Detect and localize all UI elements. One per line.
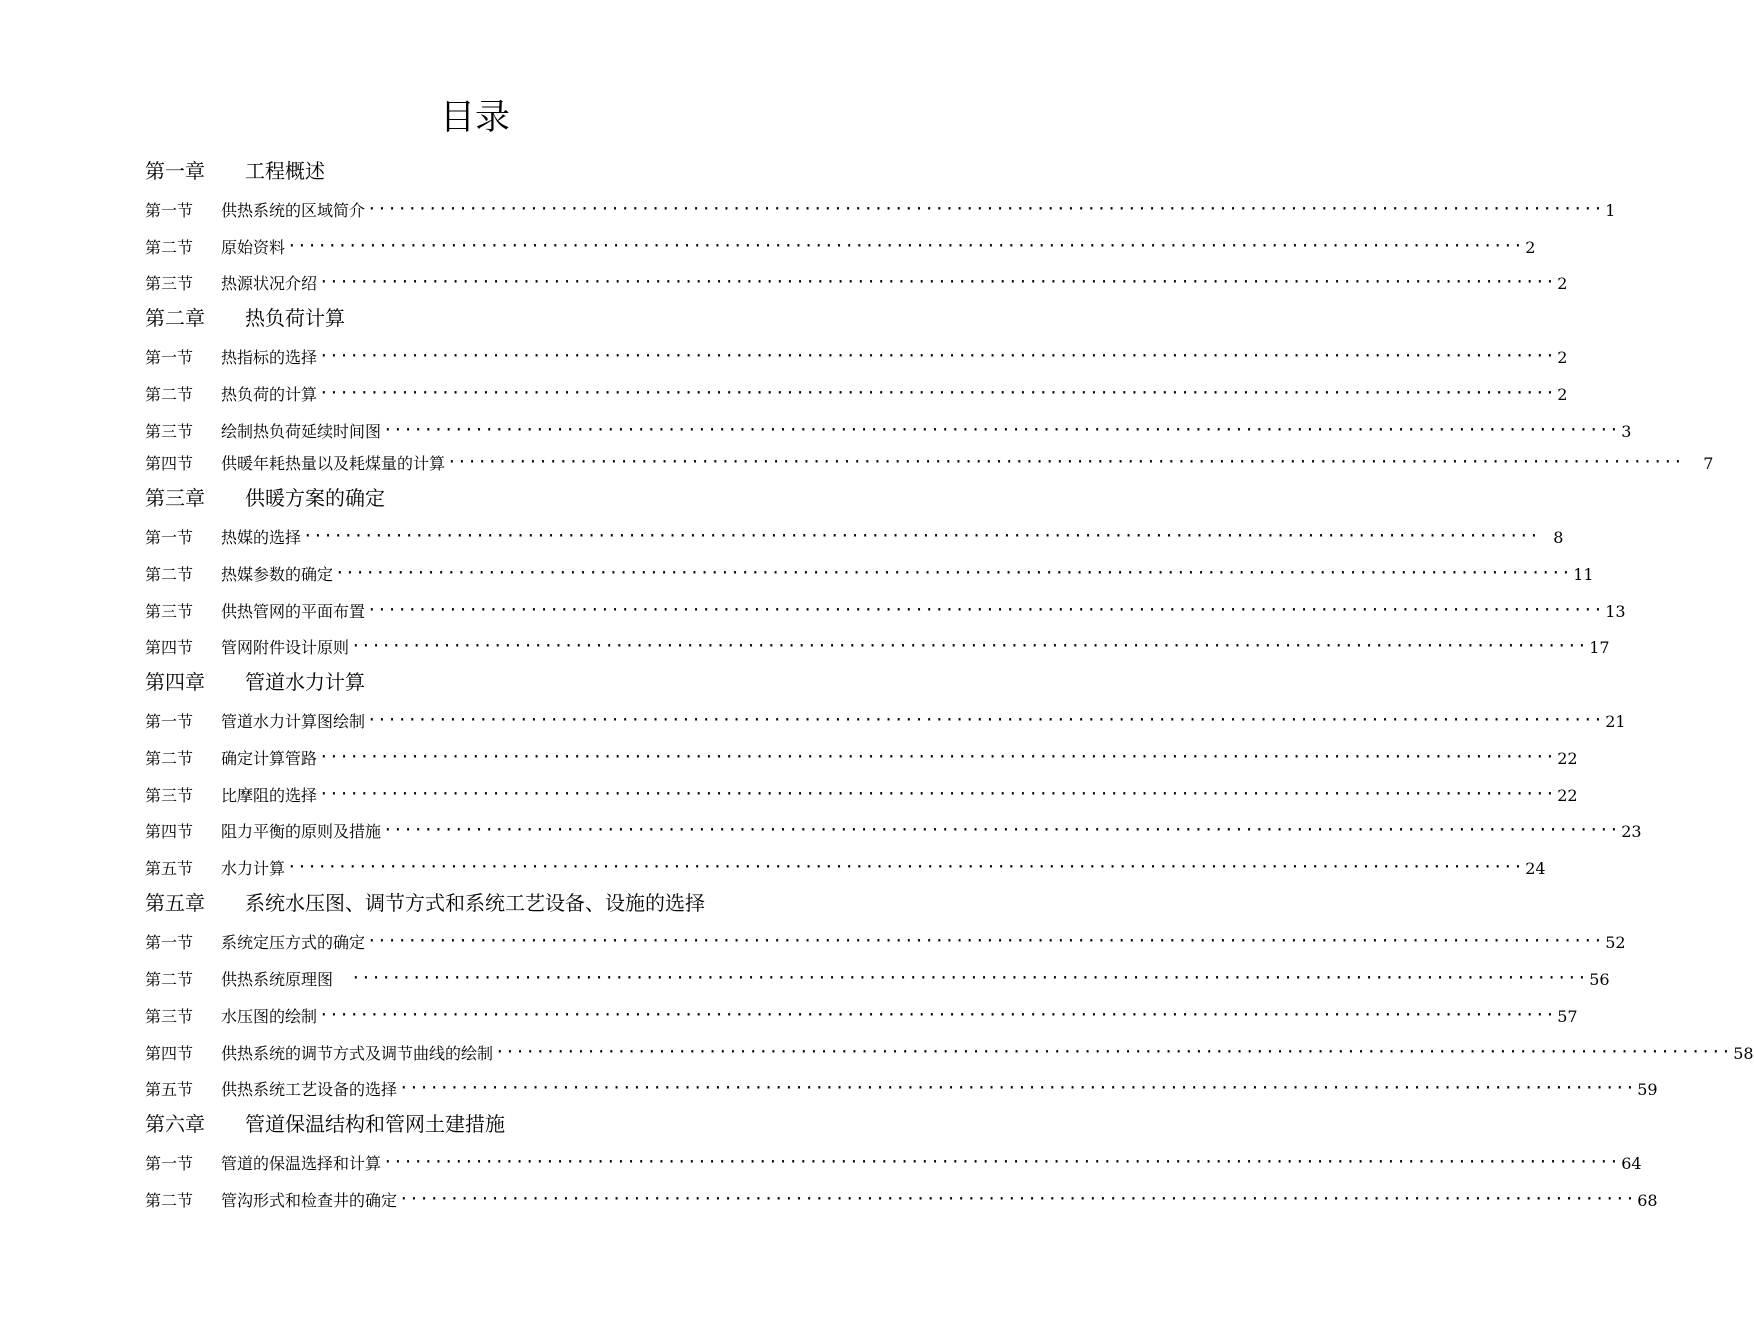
toc-entry[interactable]: [145, 1078, 1658, 1102]
chapter-heading: [145, 668, 770, 696]
page-number: 1: [1605, 201, 1616, 220]
section-number: 第三节: [145, 786, 194, 805]
leader-dots: ··························································································································: [495, 1042, 1732, 1061]
section-title: 热源状况介绍: [221, 274, 318, 293]
section-number: 第三节: [145, 1007, 194, 1026]
page-number: 22: [1557, 749, 1578, 768]
section-number: 第二节: [145, 749, 194, 768]
toc-entry[interactable]: [145, 346, 1568, 370]
leader-dots: ··························································································································: [367, 199, 1604, 218]
chapter-heading: [145, 304, 770, 332]
toc-entry[interactable]: [145, 747, 1578, 771]
section-number: 第四节: [145, 1044, 194, 1063]
section-title: 供热系统原理图: [221, 970, 334, 989]
page-number: 24: [1525, 859, 1546, 878]
toc-entry[interactable]: [145, 526, 1564, 550]
chapter-heading: [145, 157, 770, 185]
leader-dots: ··························································································································: [303, 526, 1540, 545]
page-number: 17: [1589, 638, 1610, 657]
leader-dots: ··························································································································: [367, 931, 1604, 950]
toc-entry[interactable]: [145, 636, 1610, 660]
section-number: 第二节: [145, 238, 194, 257]
toc-entry[interactable]: [145, 383, 1568, 407]
section-number: 第三节: [145, 274, 194, 293]
section-number: 第五节: [145, 1080, 194, 1099]
section-title: 热指标的选择: [221, 348, 318, 367]
leader-dots: ··························································································································: [287, 236, 1524, 255]
chapter-heading: [145, 484, 770, 512]
section-title: 比摩阻的选择: [221, 786, 318, 805]
page-number: 8: [1553, 528, 1564, 547]
section-title: 系统定压方式的确定: [221, 933, 366, 952]
chapter-number: 第一章: [145, 159, 205, 183]
page-number: 11: [1573, 565, 1594, 584]
toc-entry[interactable]: [145, 272, 1568, 296]
chapter-title: 热负荷计算: [245, 306, 345, 330]
section-number: 第二节: [145, 970, 194, 989]
leader-dots: ··························································································································: [287, 857, 1524, 876]
chapter-number: 第五章: [145, 891, 205, 915]
section-title: 热媒参数的确定: [221, 565, 334, 584]
section-title: 管沟形式和检查井的确定: [221, 1191, 398, 1210]
section-number: 第二节: [145, 385, 194, 404]
page-number: 22: [1557, 786, 1578, 805]
leader-dots: ··························································································································: [319, 1005, 1556, 1024]
section-number: 第四节: [145, 822, 194, 841]
toc-entry[interactable]: [145, 820, 1642, 844]
page-number: 57: [1557, 1007, 1578, 1026]
leader-dots: ··························································································································: [351, 968, 1588, 987]
section-number: 第一节: [145, 1154, 194, 1173]
chapter-title: 管道水力计算: [245, 670, 365, 694]
chapter-title: 工程概述: [245, 159, 325, 183]
leader-dots: ··························································································································: [319, 272, 1556, 291]
leader-dots: ··························································································································: [335, 563, 1572, 582]
toc-entry[interactable]: [145, 600, 1626, 624]
toc-entry[interactable]: [145, 857, 1546, 881]
section-title: 供热系统的调节方式及调节曲线的绘制: [221, 1044, 494, 1063]
leader-dots: ··························································································································: [399, 1189, 1636, 1208]
chapter-title: 供暖方案的确定: [245, 486, 385, 510]
section-number: 第一节: [145, 933, 194, 952]
page-number: 13: [1605, 602, 1626, 621]
section-number: 第四节: [145, 638, 194, 657]
leader-dots: ··························································································································: [399, 1078, 1636, 1097]
page-number: 2: [1557, 385, 1568, 404]
section-title: 供热系统的区域简介: [221, 201, 366, 220]
toc-entry[interactable]: [145, 199, 1616, 223]
page-number: 58: [1733, 1044, 1754, 1063]
page-number: 52: [1605, 933, 1626, 952]
page-number: 2: [1557, 348, 1568, 367]
leader-dots: ··························································································································: [319, 346, 1556, 365]
section-title: 热媒的选择: [221, 528, 302, 547]
section-number: 第一节: [145, 201, 194, 220]
toc-entry[interactable]: [145, 452, 1714, 476]
page-number: 64: [1621, 1154, 1642, 1173]
section-number: 第一节: [145, 348, 194, 367]
section-number: 第四节: [145, 454, 194, 473]
section-number: 第一节: [145, 712, 194, 731]
leader-dots: ··························································································································: [447, 452, 1684, 471]
section-number: 第二节: [145, 1191, 194, 1210]
leader-dots: ··························································································································: [319, 747, 1556, 766]
page-number: 23: [1621, 822, 1642, 841]
toc-entry[interactable]: [145, 236, 1536, 260]
toc-entry[interactable]: [145, 420, 1632, 444]
leader-dots: ··························································································································: [367, 600, 1604, 619]
chapter-heading: [145, 1110, 770, 1138]
toc-entry[interactable]: [145, 1005, 1578, 1029]
toc-entry[interactable]: [145, 931, 1626, 955]
toc-entry[interactable]: [145, 710, 1626, 734]
section-title: 供暖年耗热量以及耗煤量的计算: [221, 454, 446, 473]
toc-entry[interactable]: [145, 968, 1610, 992]
page-number: 56: [1589, 970, 1610, 989]
chapter-title: 管道保温结构和管网土建措施: [245, 1112, 505, 1136]
section-title: 热负荷的计算: [221, 385, 318, 404]
section-title: 确定计算管路: [221, 749, 318, 768]
section-title: 水力计算: [221, 859, 286, 878]
chapter-number: 第三章: [145, 486, 205, 510]
toc-entry[interactable]: [145, 1189, 1658, 1213]
section-title: 供热管网的平面布置: [221, 602, 366, 621]
chapter-heading: [145, 889, 770, 917]
section-title: 原始资料: [221, 238, 286, 257]
page-number: 21: [1605, 712, 1626, 731]
leader-dots: ··························································································································: [383, 420, 1620, 439]
section-title: 水压图的绘制: [221, 1007, 318, 1026]
chapter-title: 系统水压图、调节方式和系统工艺设备、设施的选择: [245, 891, 705, 915]
section-number: 第五节: [145, 859, 194, 878]
page-number: 2: [1525, 238, 1536, 257]
section-title: 供热系统工艺设备的选择: [221, 1080, 398, 1099]
section-title: 管道水力计算图绘制: [221, 712, 366, 731]
leader-dots: ··························································································································: [351, 636, 1588, 655]
page-number: 59: [1637, 1080, 1658, 1099]
section-number: 第一节: [145, 528, 194, 547]
chapter-number: 第四章: [145, 670, 205, 694]
page-number: 3: [1621, 422, 1632, 441]
chapter-number: 第六章: [145, 1112, 205, 1136]
page-title: 目录: [439, 98, 510, 138]
section-title: 绘制热负荷延续时间图: [221, 422, 382, 441]
section-title: 管道的保温选择和计算: [221, 1154, 382, 1173]
leader-dots: ··························································································································: [367, 710, 1604, 729]
leader-dots: ··························································································································: [383, 1152, 1620, 1171]
section-number: 第二节: [145, 565, 194, 584]
section-title: 阻力平衡的原则及措施: [221, 822, 382, 841]
section-number: 第三节: [145, 602, 194, 621]
leader-dots: ··························································································································: [383, 820, 1620, 839]
page-number: 7: [1703, 454, 1714, 473]
chapter-number: 第二章: [145, 306, 205, 330]
toc-entry[interactable]: [145, 1042, 1754, 1066]
section-title: 管网附件设计原则: [221, 638, 350, 657]
toc-entry[interactable]: [145, 784, 1578, 808]
page-number: 68: [1637, 1191, 1658, 1210]
toc-entry[interactable]: [145, 1152, 1642, 1176]
page-number: 2: [1557, 274, 1568, 293]
leader-dots: ··························································································································: [319, 784, 1556, 803]
toc-entry[interactable]: [145, 563, 1594, 587]
section-number: 第三节: [145, 422, 194, 441]
leader-dots: ··························································································································: [319, 383, 1556, 402]
